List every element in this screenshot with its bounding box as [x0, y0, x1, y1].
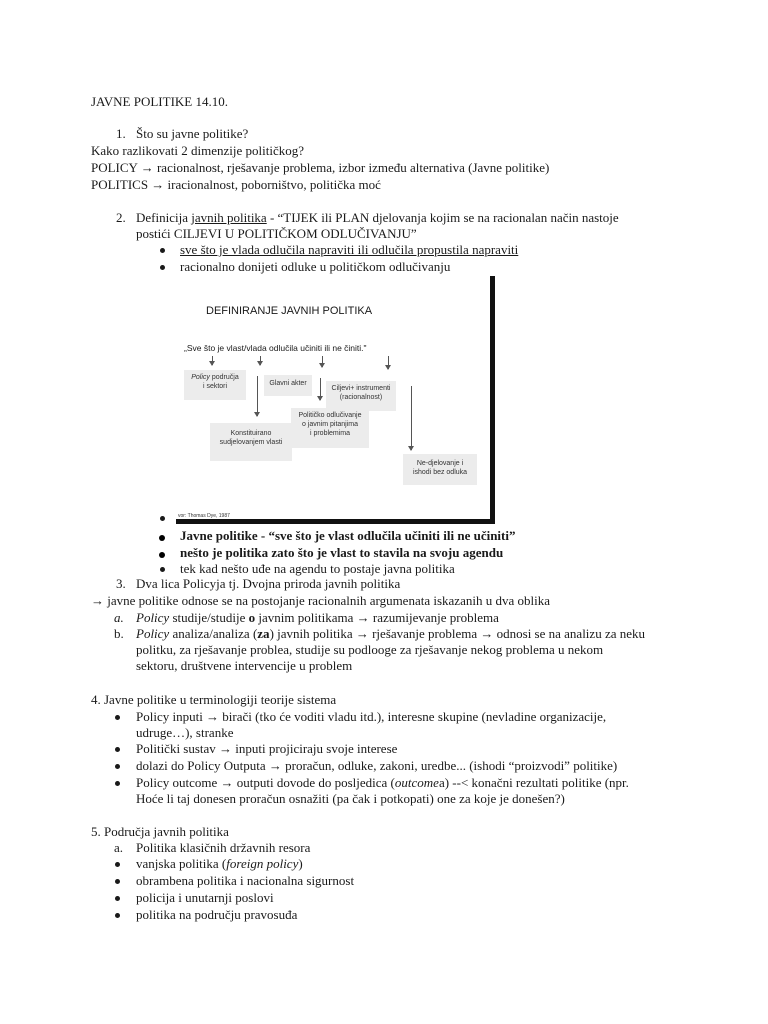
document-title: JAVNE POLITIKE 14.10. [91, 94, 228, 109]
section-1-number: 1. [116, 126, 126, 141]
list-label-a: a. [114, 610, 124, 625]
section-4-bullet-1: Policy inputi → birači (tko će voditi vladu itd.), interesne skupine (nevladine organizacije, [136, 709, 607, 724]
arrow-down-icon [411, 386, 412, 450]
list-label-a: a. [114, 840, 124, 855]
section-2-definition: Definicija javnih politika - “TIJEK ili PLAN djelovanja kojim se na racionalan način nastoje [136, 210, 619, 225]
bullet [159, 535, 165, 541]
box-constituted: Konstituirano sudjelovanjem vlasti [210, 423, 292, 461]
section-1-question: Što su javne politike? [136, 126, 249, 141]
section-1-line: Kako razlikovati 2 dimenzije političkog? [91, 143, 304, 158]
bullet [115, 715, 120, 720]
bullet [115, 896, 120, 901]
bullet [160, 516, 165, 521]
section-3-item-b-line3: sektoru, društvene intervencije u problem [136, 658, 353, 673]
section-2-bold-2: nešto je politika zato što je vlast to stavila na svoju agendu [180, 545, 504, 560]
box-goals-instruments: Ciljevi+ instrumenti (racionalnost) [326, 381, 396, 411]
section-5-bullet-2: obrambena politika i nacionalna sigurnost [136, 873, 355, 888]
arrow-down-icon [320, 378, 321, 400]
section-4-bullet-4-cont: Hoće li taj donesen proračun osnažiti (pa čak i potkopati) one za koje je donešen?) [136, 791, 565, 806]
section-4-bullet-3: dolazi do Policy Outputa → proračun, odluke, zakoni, uredbe... (ishodi “proizvodi” politike) [136, 758, 618, 773]
bullet [159, 552, 165, 558]
section-2-bullet-1: sve što je vlada odlučila napraviti ili odlučila propustila napraviti [180, 242, 519, 257]
section-5-bullet-1: vanjska politika (foreign policy) [136, 856, 303, 871]
arrow-down-icon [388, 356, 389, 369]
box-political-decision: Političko odlučivanje o javnim pitanjima i problemima [291, 408, 369, 448]
box-main-actor: Glavni akter [264, 375, 312, 396]
section-3-number: 3. [116, 576, 126, 591]
section-4-bullet-1-cont: udruge…), stranke [136, 725, 234, 740]
bullet [160, 567, 165, 572]
bullet [115, 764, 120, 769]
bullet [160, 265, 165, 270]
box-policy-areas: Policy područja i sektori [184, 370, 246, 400]
bullet [115, 913, 120, 918]
section-2-bold-1: Javne politike - “sve što je vlast odlučila učiniti ili ne učiniti” [180, 528, 516, 543]
arrow-down-icon [212, 356, 213, 365]
section-2-number: 2. [116, 210, 126, 225]
politics-definition: POLITICS → iracionalnost, poborništvo, politička moć [91, 177, 381, 192]
section-3-title: Dva lica Policyja tj. Dvojna priroda javnih politika [136, 576, 401, 591]
figure-title: DEFINIRANJE JAVNIH POLITIKA [206, 305, 373, 317]
section-3-item-a: Policy studije/studije o javnim politikama → razumijevanje problema [136, 610, 499, 625]
bullet [160, 248, 165, 253]
bullet [115, 781, 120, 786]
policy-definition: POLICY → racionalnost, rješavanje problema, izbor između alternativa (Javne politike) [91, 160, 550, 175]
section-5-bullet-4: politika na području pravosuđa [136, 907, 298, 922]
section-5-bullet-3: policija i unutarnji poslovi [136, 890, 274, 905]
arrow-down-icon [260, 356, 261, 365]
section-4-bullet-2: Politički sustav → inputi projiciraju svoje interese [136, 741, 398, 756]
figure-border [490, 276, 495, 524]
section-3-item-b-line2: politku, za rješavanje problea, studije su podlooge za rješavanje nekog problema u nekom [136, 642, 604, 657]
section-5-title: 5. Područja javnih politika [91, 824, 229, 839]
section-3-intro: → javne politike odnose se na postojanje racionalnih argumenata iskazanih u dva oblika [91, 593, 550, 608]
section-2-definition-cont: postići CILJEVI U POLITIČKOM ODLUČIVANJU” [136, 226, 417, 241]
bullet [115, 747, 120, 752]
figure-border [176, 519, 495, 524]
figure-source: vor: Thomas Dye, 1987 [178, 513, 230, 519]
section-2-bullet-2: racionalno donijeti odluke u političkom odlučivanju [180, 259, 451, 274]
definition-figure [174, 276, 494, 521]
section-4-bullet-4: Policy outcome → outputi dovode do posljedica (outcomea) --< konačni rezultati politike (npr. [136, 775, 629, 790]
section-2-bullet-3: tek kad nešto uđe na agendu to postaje javna politika [180, 561, 455, 576]
arrow-down-icon [257, 376, 258, 416]
arrow-down-icon [322, 356, 323, 367]
bullet [115, 862, 120, 867]
section-3-item-b: Policy analiza/analiza (za) javnih politika → rješavanje problema → odnosi se na analizu za neku [136, 626, 646, 641]
box-non-action: Ne-djelovanje i ishodi bez odluka [403, 454, 477, 485]
list-label-b: b. [114, 626, 124, 641]
figure-quote: „Sve što je vlast/vlada odlučila učiniti ili ne činiti." [184, 343, 367, 353]
section-4-title: 4. Javne politike u terminologiji teorije sistema [91, 692, 337, 707]
bullet [115, 879, 120, 884]
section-5-item-a: Politika klasičnih državnih resora [136, 840, 311, 855]
